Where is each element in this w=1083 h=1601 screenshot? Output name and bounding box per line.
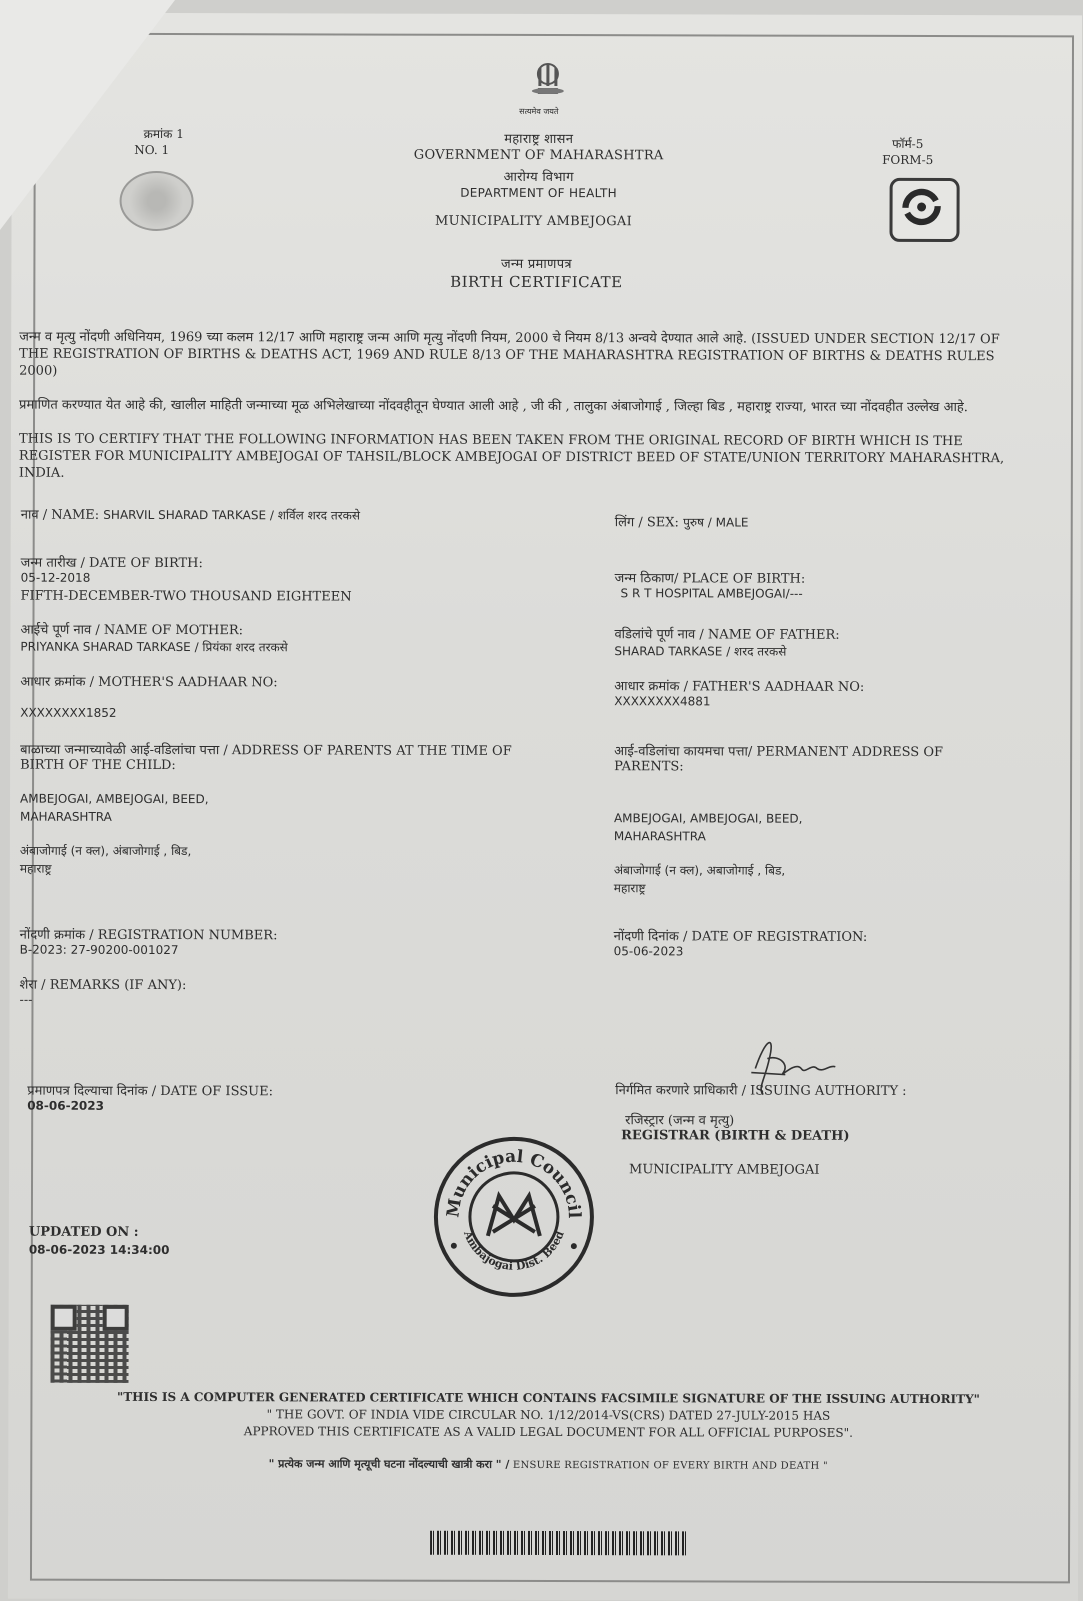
permanent-address-en-line1: AMBEJOGAI, AMBEJOGAI, BEED,	[613, 811, 803, 826]
birth-address-en-line2: MAHARASHTRA	[19, 809, 112, 824]
form-number-en: FORM-5	[882, 152, 934, 168]
sex-row	[615, 512, 749, 530]
mother-name-value: PRIYANKA SHARAD TARKASE / प्रियंका शरद तरकसे	[20, 639, 288, 655]
folded-corner	[0, 0, 175, 230]
government-title-mr: महाराष्ट्र शासन	[504, 131, 574, 148]
svg-text:Ambajogai Dist. Beed	[461, 1228, 567, 1273]
permanent-address-label-line1: आई-वडिलांचा कायमचा पत्ता/ PERMANENT ADDRESS OF	[614, 744, 944, 761]
serial-number-en: NO. 1	[134, 142, 170, 158]
dob-in-words: FIFTH-DECEMBER-TWO THOUSAND EIGHTEEN	[20, 588, 352, 605]
ensure-registration-row	[269, 1456, 828, 1472]
serial-number-mr: क्रमांक 1	[143, 126, 184, 142]
registration-date-value: 05-06-2023	[613, 944, 684, 959]
birth-address-mr-line1: अंबाजोगाई (न क्ल), अंबाजोगाई , बिड,	[19, 843, 192, 859]
father-aadhaar-value: XXXXXXXX4881	[614, 694, 711, 709]
birth-address-label-line1: बाळाच्या जन्माच्यावेळी आई-वडिलांचा पत्ता / ADDRESS OF PARENTS AT THE TIME OF	[20, 742, 512, 759]
department-title-mr: आरोग्य विभाग	[503, 169, 574, 186]
ensure-registration-mr: " प्रत्येक जन्म आणि मृत्यूची घटना नोंदल्याची खात्री करा " /	[268, 1457, 510, 1471]
issued-under-text: जन्म व मृत्यु नोंदणी अधिनियम, 1969 च्या कलम 12/17 आणि महाराष्ट्र जन्म आणि मृत्यु नोंदणी नियम, 2000 चे नियम 8/13 अन्वये देण्यात आले आहे. (ISSUED UNDER SECTION 12/17 OF THE REGISTRATION OF BIRTHS & DEATHS ACT, 1969 AND RULE 8/13 OF THE MAHARASHTRA REGISTRATION OF BIRTHS & DEATHS RULES 2000)	[19, 329, 1000, 379]
dob-value: 05-12-2018	[20, 570, 91, 585]
permanent-address-mr-line1: अंबाजोगाई (न क्ल), अबाजोगाई , बिड,	[613, 863, 786, 878]
footer-line-3: APPROVED THIS CERTIFICATE AS A VALID LEGAL DOCUMENT FOR ALL OFFICIAL PURPOSES".	[243, 1424, 853, 1440]
footer-line-2: " THE GOVT. OF INDIA VIDE CIRCULAR NO. 1/12/2014-VS(CRS) DATED 27-JULY-2015 HAS	[266, 1407, 831, 1423]
certificate-title-mr: जन्म प्रमाणपत्र	[500, 256, 572, 273]
birth-address-en-line1: AMBEJOGAI, AMBEJOGAI, BEED,	[20, 791, 209, 807]
sex-label: लिंग / SEX:	[614, 515, 679, 531]
father-name-label: वडिलांचे पूर्ण नाव / NAME OF FATHER:	[614, 627, 840, 643]
registrar-title-en: REGISTRAR (BIRTH & DEATH)	[621, 1128, 850, 1144]
place-of-birth-label: जन्म ठिकाण/ PLACE OF BIRTH:	[614, 571, 806, 587]
birth-address-mr-line2: महाराष्ट्र	[19, 861, 52, 876]
place-of-birth-value: S R T HOSPITAL AMBEJOGAI/---	[620, 586, 803, 601]
name-value: SHARVIL SHARAD TARKASE / शर्विल शरद तरकसे	[103, 507, 360, 523]
certify-text-en: THIS IS TO CERTIFY THAT THE FOLLOWING INFORMATION HAS BEEN TAKEN FROM THE ORIGINAL RECORD OF BIRTH WHICH IS THE REGISTER FOR MUNICIPALITY AMBEJOGAI OF TAHSIL/BLOCK AMBEJOGAI OF DISTRICT BEED OF STATE/UNION TERRITORY MAHARASHTRA, INDIA.	[18, 431, 1005, 481]
remarks-value: ---	[19, 992, 33, 1007]
emblem-motto: सत्यमेव जयते	[519, 106, 559, 117]
updated-on-value: 08-06-2023 14:34:00	[28, 1242, 170, 1258]
department-title-en: DEPARTMENT OF HEALTH	[460, 185, 617, 201]
birth-address-label-line2: BIRTH OF THE CHILD:	[20, 757, 176, 774]
form-number-mr: फॉर्म-5	[892, 136, 924, 151]
certificate-sheet	[8, 13, 1082, 1601]
ensure-registration-en: ENSURE REGISTRATION OF EVERY BIRTH AND DEATH "	[512, 1459, 828, 1472]
issue-date-label: प्रमाणपत्र दिल्याचा दिनांक / DATE OF ISSUE:	[27, 1083, 274, 1100]
updated-on-label: UPDATED ON :	[28, 1224, 139, 1240]
footer-line-1: "THIS IS A COMPUTER GENERATED CERTIFICATE WHICH CONTAINS FACSIMILE SIGNATURE OF THE ISSUING AUTHORITY"	[116, 1389, 980, 1407]
father-aadhaar-label: आधार क्रमांक / FATHER'S AADHAAR NO:	[614, 679, 865, 695]
mother-aadhaar-label: आधार क्रमांक / MOTHER'S AADHAAR NO:	[20, 674, 278, 691]
health-logo-icon	[889, 178, 959, 242]
sex-value: पुरुष / MALE	[683, 515, 749, 530]
father-name-value: SHARAD TARKASE / शरद तरकसे	[614, 644, 787, 659]
certify-text-mr: प्रमाणित करण्यात येत आहे की, खालील माहिती जन्माच्या मूळ अभिलेखाच्या नोंदवहीतून घेण्यात आली आहे , जी की , तालुका अंबाजोगाई , जिल्हा बिड , महाराष्ट्र राज्या, भारत च्या नोंदवहीत उल्लेख आहे.	[19, 397, 968, 416]
name-row	[21, 505, 360, 524]
issue-date-value: 08-06-2023	[27, 1098, 105, 1113]
mother-name-label: आईचे पूर्ण नाव / NAME OF MOTHER:	[20, 622, 244, 639]
permanent-address-mr-line2: महाराष्ट्र	[613, 881, 646, 896]
name-label: नाव / NAME:	[20, 507, 100, 523]
municipal-council-stamp	[433, 1136, 595, 1298]
dob-label: जन्म तारीख / DATE OF BIRTH:	[20, 555, 203, 572]
registrar-title-mr: रजिस्ट्रार (जन्म व मृत्यु)	[625, 1113, 735, 1129]
stamp-top-text: Municipal Council	[443, 1146, 584, 1219]
national-emblem-icon	[524, 58, 572, 104]
permanent-address-label-line2: PARENTS:	[614, 759, 684, 775]
registration-number-label: नोंदणी क्रमांक / REGISTRATION NUMBER:	[19, 927, 278, 944]
remarks-label: शेरा / REMARKS (IF ANY):	[19, 977, 187, 994]
mother-aadhaar-value: XXXXXXXX1852	[20, 705, 117, 720]
registration-date-label: नोंदणी दिनांक / DATE OF REGISTRATION:	[613, 929, 868, 945]
municipality-heading: MUNICIPALITY AMBEJOGAI	[434, 213, 633, 230]
barcode	[430, 1531, 688, 1556]
registration-number-value: B-2023: 27-90200-001027	[19, 942, 179, 958]
stamp-bottom-text: Ambajogai Dist. Beed	[461, 1228, 567, 1273]
qr-code	[50, 1305, 128, 1383]
government-title-en: GOVERNMENT OF MAHARASHTRA	[413, 147, 664, 164]
authority-municipality: MUNICIPALITY AMBEJOGAI	[629, 1162, 820, 1178]
issuing-authority-label: निर्गमित करणारे प्राधिकारी / ISSUING AUTHORITY :	[615, 1083, 907, 1099]
permanent-address-en-line2: MAHARASHTRA	[613, 829, 706, 844]
certificate-title-en: BIRTH CERTIFICATE	[450, 272, 623, 292]
